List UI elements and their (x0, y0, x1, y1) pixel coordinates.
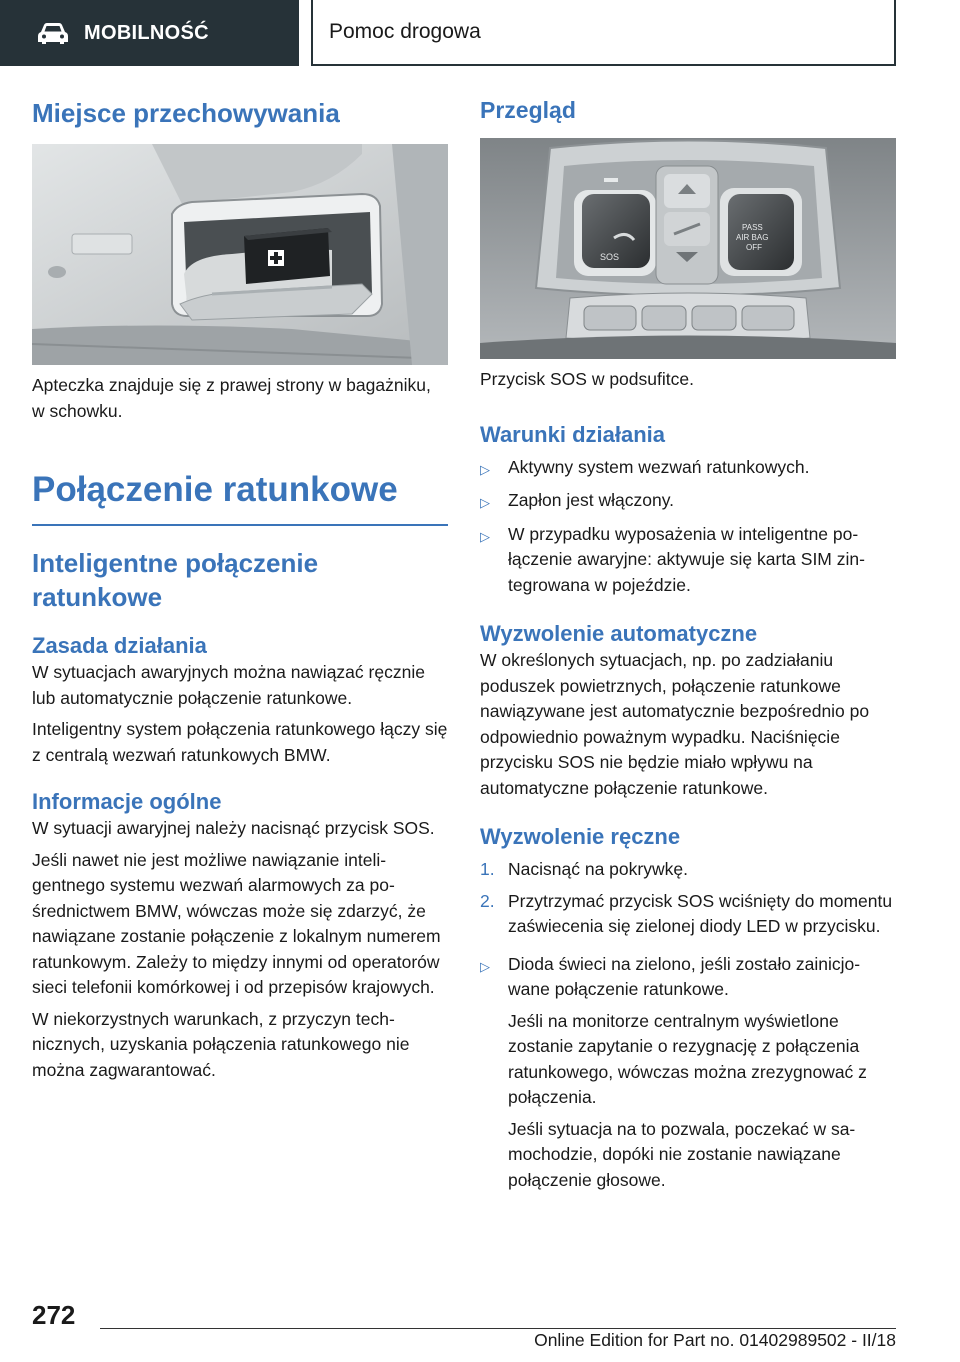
result-paragraph-2: Jeśli sytuacja na to pozwala, poczekać w samochodzie, dopóki nie zostanie nawiązane połączenie głosowe. (508, 1118, 856, 1190)
overview-caption: Przycisk SOS w podsufitce. (480, 369, 694, 389)
auto-trigger-paragraph: W określonych sytuacjach, np. po zadziałaniu poduszek powietrznych, połączenie ratunkowe nawiązywane jest automatycznie bezpośrednio po odpowiednio poważnym wypadku. Naciśnięcie przycisku SOS nie będzie miało wpływu na automatyczne połączenie ratunkowe. (480, 650, 870, 798)
conditions-heading: Warunki działania (480, 421, 666, 447)
list-item: ▷ Aktywny system wezwań ratunkowych. (480, 455, 896, 483)
footer-divider (100, 1328, 896, 1329)
conditions-list (480, 455, 896, 599)
manual-trigger-heading: Wyzwolenie ręczne (480, 824, 681, 849)
page-footer (0, 1290, 960, 1362)
triangle-bullet-icon: ▷ (480, 528, 490, 544)
list-item: 1. Nacisnąć na pokrywkę. (480, 857, 896, 883)
principle-paragraph-1: W sytuacjach awaryjnych można nawiązać ręcznie lub automatycznie połączenie ratunkowe. (32, 662, 425, 708)
page-number: 272 (32, 1300, 76, 1330)
triangle-bullet-icon: ▷ (480, 495, 490, 510)
left-column (32, 96, 448, 1083)
general-paragraph-3: W niekorzystnych warunkach, z przyczyn technicznych, uzyskania połączenia ratunkowego nie można zagwarantować. (32, 1008, 410, 1080)
pass-airbag-label-1: PASS (742, 223, 763, 232)
intelligent-call-heading: Inteligentne połączenie ratunkowe (32, 548, 319, 612)
edition-text: Online Edition for Part no. 01402989502 - II/18 (534, 1330, 896, 1350)
pass-airbag-label-2: AIR BAG (736, 233, 769, 242)
general-paragraph-2: Jeśli nawet nie jest możliwe nawiązanie inteligentnego systemu wezwań alarmowych za pośrednictwem BMW, wówczas może się zdarzyć, że nawiązane zostanie połączenie z lokalnym numerem ratunkowym. Zależy to między innymi od operatorów sieci telefonii komórkowej i od przepisów krajowych. (32, 849, 441, 997)
chapter-title: MOBILNOŚĆ (84, 21, 209, 44)
auto-trigger-heading: Wyzwolenie automatyczne (480, 621, 758, 646)
emergency-call-heading: Połączenie ratunkowe (32, 470, 398, 509)
storage-heading: Miejsce przechowywania (32, 98, 340, 128)
car-icon (36, 20, 70, 46)
section-tab (311, 0, 896, 66)
page-header (0, 0, 960, 66)
principle-paragraph-2: Inteligentny system połączenia ratunkowego łączy się z centralą wezwań ratunkowych BMW. (32, 719, 448, 765)
list-item: ▷ Dioda świeci na zielono, jeśli zostało zainicjowane połączenie ratunkowe. (480, 952, 896, 1003)
sos-button-photo (480, 138, 896, 359)
step-number: 2. (480, 890, 495, 911)
step-number: 1. (480, 859, 495, 879)
general-paragraph-1: W sytuacji awaryjnej należy nacisnąć przycisk SOS. (32, 818, 435, 838)
storage-caption: Apteczka znajduje się z prawej strony w bagażniku, w schowku. (32, 375, 431, 421)
result-paragraph-1: Jeśli na monitorze centralnym wyświetlone zostanie zapytanie o rezygnację z połączenia ratunkowego, wówczas można zrezygnować z połączenia. (508, 1010, 867, 1107)
manual-steps-list (480, 857, 896, 1003)
right-column (480, 96, 896, 1193)
overview-heading: Przegląd (480, 97, 576, 123)
pass-airbag-label-3: OFF (746, 243, 762, 252)
triangle-bullet-icon: ▷ (480, 461, 490, 477)
triangle-bullet-icon: ▷ (480, 958, 490, 974)
general-info-heading: Informacje ogólne (32, 789, 222, 814)
list-item: 2. Przytrzymać przycisk SOS wciśnięty do momentu zaświecenia się zielonej diody LED w przycisku. (480, 889, 896, 940)
heading-divider (32, 524, 448, 526)
list-item: ▷ Zapłon jest włączony. (480, 488, 896, 516)
sos-label: SOS (600, 252, 620, 262)
first-aid-kit-photo (32, 144, 448, 365)
principle-heading: Zasada działania (32, 633, 207, 658)
section-title: Pomoc drogowa (329, 20, 481, 43)
list-item: ▷ W przypadku wyposażenia w inteligentne połączenie awaryjne: aktywuje się karta SIM zintegrowana w pojeździe. (480, 522, 896, 599)
chapter-tab (0, 0, 299, 66)
